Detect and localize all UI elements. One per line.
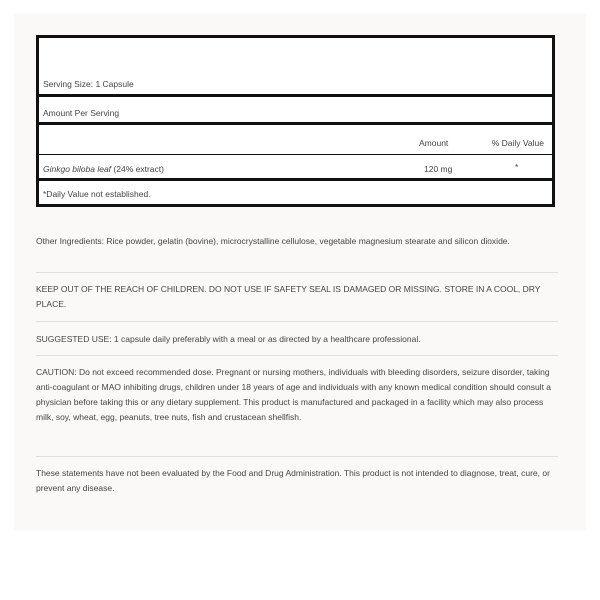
keep-out-warning-text: KEEP OUT OF THE REACH OF CHILDREN. DO NOT USE IF SAFETY SEAL IS DAMAGED OR MISSING. STORE IN A COOL, DRY PLACE. (36, 284, 541, 309)
ingredient-amount: 120 mg (424, 164, 453, 174)
divider (36, 272, 558, 273)
divider (36, 321, 558, 322)
daily-value-column-header: % Daily Value (491, 138, 544, 148)
ingredient-extract: (24% extract) (111, 164, 164, 174)
amount-per-serving-row (39, 100, 552, 125)
supplement-facts-panel (36, 35, 555, 207)
facts-header-row (39, 128, 552, 155)
serving-size-text: Serving Size: 1 Capsule (43, 79, 134, 89)
other-ingredients-text: Other Ingredients: Rice powder, gelatin (bovine), microcrystalline cellulose, vegetable magnesium stearate and silicon dioxide. (36, 236, 510, 246)
amount-per-serving-text: Amount Per Serving (43, 108, 120, 118)
ingredient-name (43, 164, 164, 174)
caution-text: CAUTION: Do not exceed recommended dose. Pregnant or nursing mothers, individuals with bleeding disorders, seizure disorder, taking anti-coagulant or MAO inhibiting drugs, children under 18 years of age and individuals with any known medical condition should consult a physician before taking this or any dietary supplement. This product is manufactured and packaged in a facility which may also process milk, soy, wheat, egg, peanuts, tree nuts, fish and crustacean shellfish. (36, 367, 552, 422)
suggested-use-text: SUGGESTED USE: 1 capsule daily preferably with a meal or as directed by a healthcare professional. (36, 334, 421, 344)
amount-column-header: Amount (419, 138, 449, 148)
daily-value-footnote: *Daily Value not established. (43, 189, 151, 199)
fda-disclaimer-text: These statements have not been evaluated by the Food and Drug Administration. This product is not intended to diagnose, treat, cure, or prevent any disease. (36, 468, 550, 493)
serving-size-row (39, 38, 552, 97)
ingredient-daily-value: * (515, 162, 519, 172)
facts-footnote-row (39, 184, 552, 206)
divider (36, 456, 558, 457)
ingredient-botanical-name: Ginkgo biloba leaf (43, 164, 112, 174)
divider (36, 355, 558, 356)
ingredient-row (39, 156, 552, 181)
